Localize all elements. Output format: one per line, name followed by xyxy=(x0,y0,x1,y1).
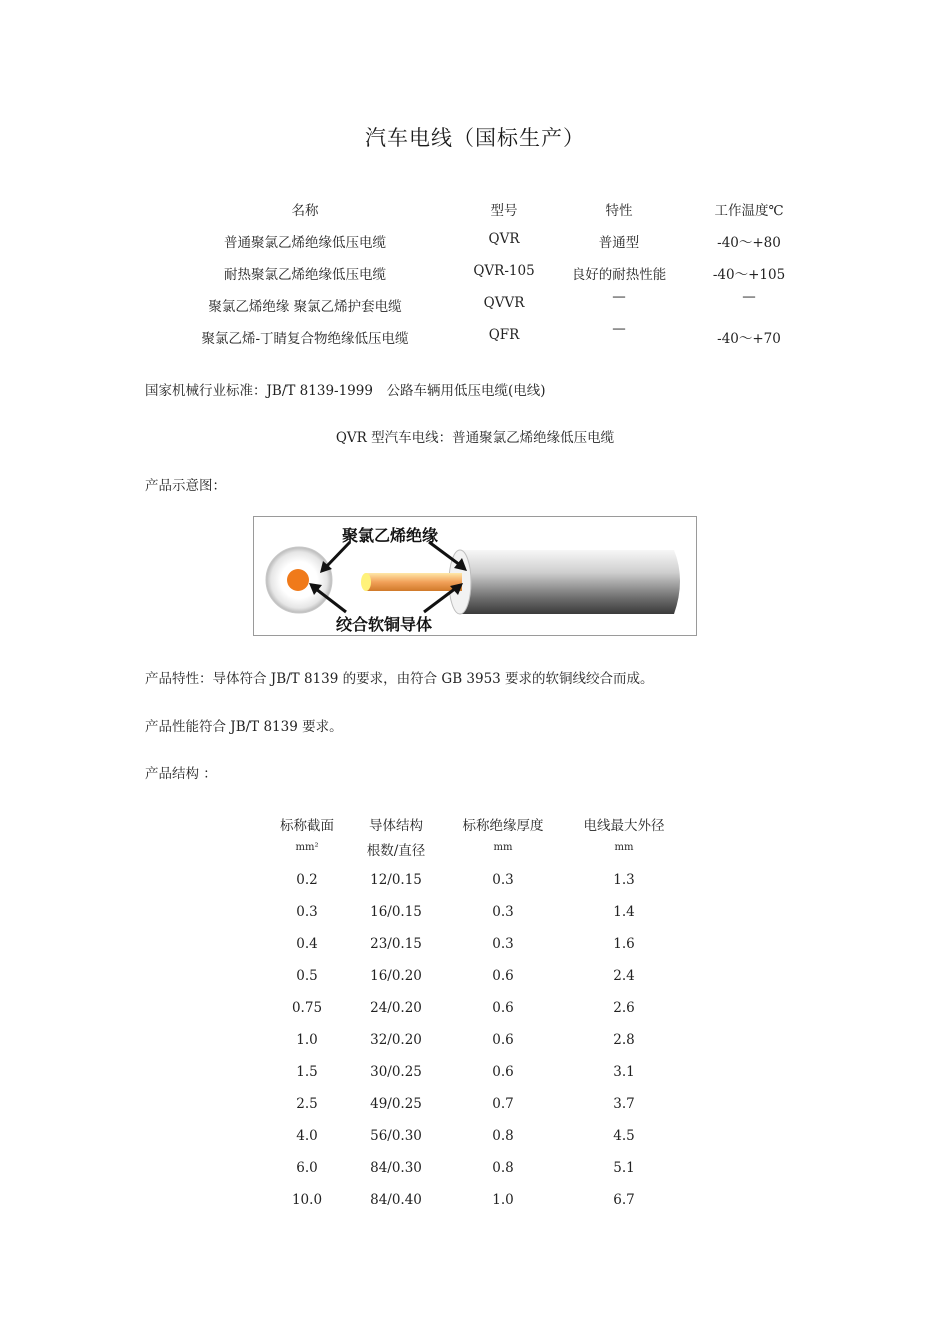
header-insulation-thickness: 标称绝缘厚度 xyxy=(462,818,544,834)
qvr-line: QVR 型汽车电线：普通聚氯乙烯绝缘低压电缆 xyxy=(335,430,615,446)
cell-conductor-structure: 16/0.20 xyxy=(370,968,422,984)
product-diagram xyxy=(253,516,697,636)
cell-cross-section: 1.5 xyxy=(296,1064,318,1080)
cell-max-diameter: 1.4 xyxy=(613,904,635,920)
cell-insulation-thickness: 0.6 xyxy=(492,1000,514,1016)
cell-name: 聚氯乙烯绝缘 聚氯乙烯护套电缆 xyxy=(208,299,402,315)
header-cross-section: 标称截面 xyxy=(280,818,334,834)
cell-model: QVR xyxy=(488,231,520,247)
cell-insulation-thickness: 0.6 xyxy=(492,1032,514,1048)
cell-cross-section: 10.0 xyxy=(291,1192,323,1208)
cell-conductor-structure: 23/0.15 xyxy=(370,936,422,952)
cell-model: QVR-105 xyxy=(473,263,535,279)
cell-insulation-thickness: 0.8 xyxy=(492,1160,514,1176)
cell-temperature: -40～+80 xyxy=(717,235,781,251)
conductor-tip xyxy=(361,573,371,591)
cell-feature: 良好的耐热性能 xyxy=(571,267,667,283)
cell-max-diameter: 1.3 xyxy=(613,872,635,888)
feature-line: 产品特性：导体符合 JB/T 8139 的要求，由符合 GB 3953 要求的软铜线绞合而成。 xyxy=(145,671,654,687)
copper-conductor xyxy=(366,573,462,591)
cell-max-diameter: 1.6 xyxy=(613,936,635,952)
structure-label: 产品结构 ： xyxy=(145,766,217,782)
cell-feature: — xyxy=(612,321,626,337)
cell-max-diameter: 3.1 xyxy=(613,1064,635,1080)
unit-cross-section: mm² xyxy=(295,842,319,853)
cell-max-diameter: 4.5 xyxy=(613,1128,635,1144)
cell-model: QFR xyxy=(488,327,520,343)
cell-cross-section: 0.75 xyxy=(291,1000,323,1016)
arrow-line xyxy=(326,542,350,567)
cell-insulation-thickness: 0.3 xyxy=(492,904,514,920)
cell-temperature: -40～+105 xyxy=(712,267,786,283)
header-temperature: 工作温度℃ xyxy=(714,203,784,219)
cell-conductor-structure: 49/0.25 xyxy=(370,1096,422,1112)
cell-insulation-thickness: 0.6 xyxy=(492,968,514,984)
unit-max-diameter: mm xyxy=(614,842,634,853)
cell-max-diameter: 2.6 xyxy=(613,1000,635,1016)
cell-insulation-thickness: 0.3 xyxy=(492,936,514,952)
cell-conductor-structure: 12/0.15 xyxy=(370,872,422,888)
header-feature: 特性 xyxy=(605,203,633,219)
cell-insulation-thickness: 0.6 xyxy=(492,1064,514,1080)
cell-cross-section: 4.0 xyxy=(296,1128,318,1144)
cell-name: 耐热聚氯乙烯绝缘低压电缆 xyxy=(224,267,386,283)
cell-max-diameter: 2.4 xyxy=(613,968,635,984)
cell-max-diameter: 2.8 xyxy=(613,1032,635,1048)
cell-conductor-structure: 30/0.25 xyxy=(370,1064,422,1080)
cell-conductor-structure: 84/0.30 xyxy=(370,1160,422,1176)
cell-insulation-thickness: 1.0 xyxy=(492,1192,514,1208)
cell-insulation-thickness: 0.8 xyxy=(492,1128,514,1144)
cell-max-diameter: 5.1 xyxy=(613,1160,635,1176)
cell-model: QVVR xyxy=(483,295,525,311)
cell-cross-section: 0.5 xyxy=(296,968,318,984)
cell-cross-section: 2.5 xyxy=(296,1096,318,1112)
diagram-label: 产品示意图： xyxy=(145,478,226,494)
cell-cross-section: 6.0 xyxy=(296,1160,318,1176)
header-conductor-structure: 导体结构 xyxy=(369,818,423,834)
cell-cross-section: 0.3 xyxy=(296,904,318,920)
cell-conductor-structure: 84/0.40 xyxy=(370,1192,422,1208)
cable-jacket xyxy=(460,550,680,614)
cell-max-diameter: 6.7 xyxy=(613,1192,635,1208)
cell-conductor-structure: 24/0.20 xyxy=(370,1000,422,1016)
label-insulation: 聚氯乙烯绝缘 xyxy=(341,526,439,545)
label-conductor: 绞合软铜导体 xyxy=(335,615,433,634)
page-title: 汽车电线（国标生产） xyxy=(365,126,585,150)
cell-feature: — xyxy=(612,289,626,305)
unit-insulation-thickness: mm xyxy=(493,842,513,853)
cell-name: 普通聚氯乙烯绝缘低压电缆 xyxy=(224,235,386,251)
header-name: 名称 xyxy=(291,203,319,219)
unit-conductor-structure: 根数/直径 xyxy=(366,843,426,859)
cell-name: 聚氯乙烯-丁睛复合物绝缘低压电缆 xyxy=(201,331,409,347)
cell-insulation-thickness: 0.7 xyxy=(492,1096,514,1112)
cell-max-diameter: 3.7 xyxy=(613,1096,635,1112)
cell-temperature: — xyxy=(742,289,756,305)
cell-cross-section: 0.4 xyxy=(296,936,318,952)
cell-conductor-structure: 56/0.30 xyxy=(370,1128,422,1144)
cell-conductor-structure: 16/0.15 xyxy=(370,904,422,920)
header-model: 型号 xyxy=(490,203,518,219)
standard-line: 国家机械行业标准：JB/T 8139-1999 公路车辆用低压电缆(电线) xyxy=(145,383,546,399)
cell-cross-section: 1.0 xyxy=(296,1032,318,1048)
cell-temperature: -40～+70 xyxy=(717,331,781,347)
cell-feature: 普通型 xyxy=(598,235,640,251)
header-max-diameter: 电线最大外径 xyxy=(583,818,665,834)
cell-conductor-structure: 32/0.20 xyxy=(370,1032,422,1048)
performance-line: 产品性能符合 JB/T 8139 要求。 xyxy=(145,719,343,735)
cell-insulation-thickness: 0.3 xyxy=(492,872,514,888)
cable-illustration xyxy=(254,517,696,635)
conductor-core xyxy=(287,569,309,591)
cell-cross-section: 0.2 xyxy=(296,872,318,888)
